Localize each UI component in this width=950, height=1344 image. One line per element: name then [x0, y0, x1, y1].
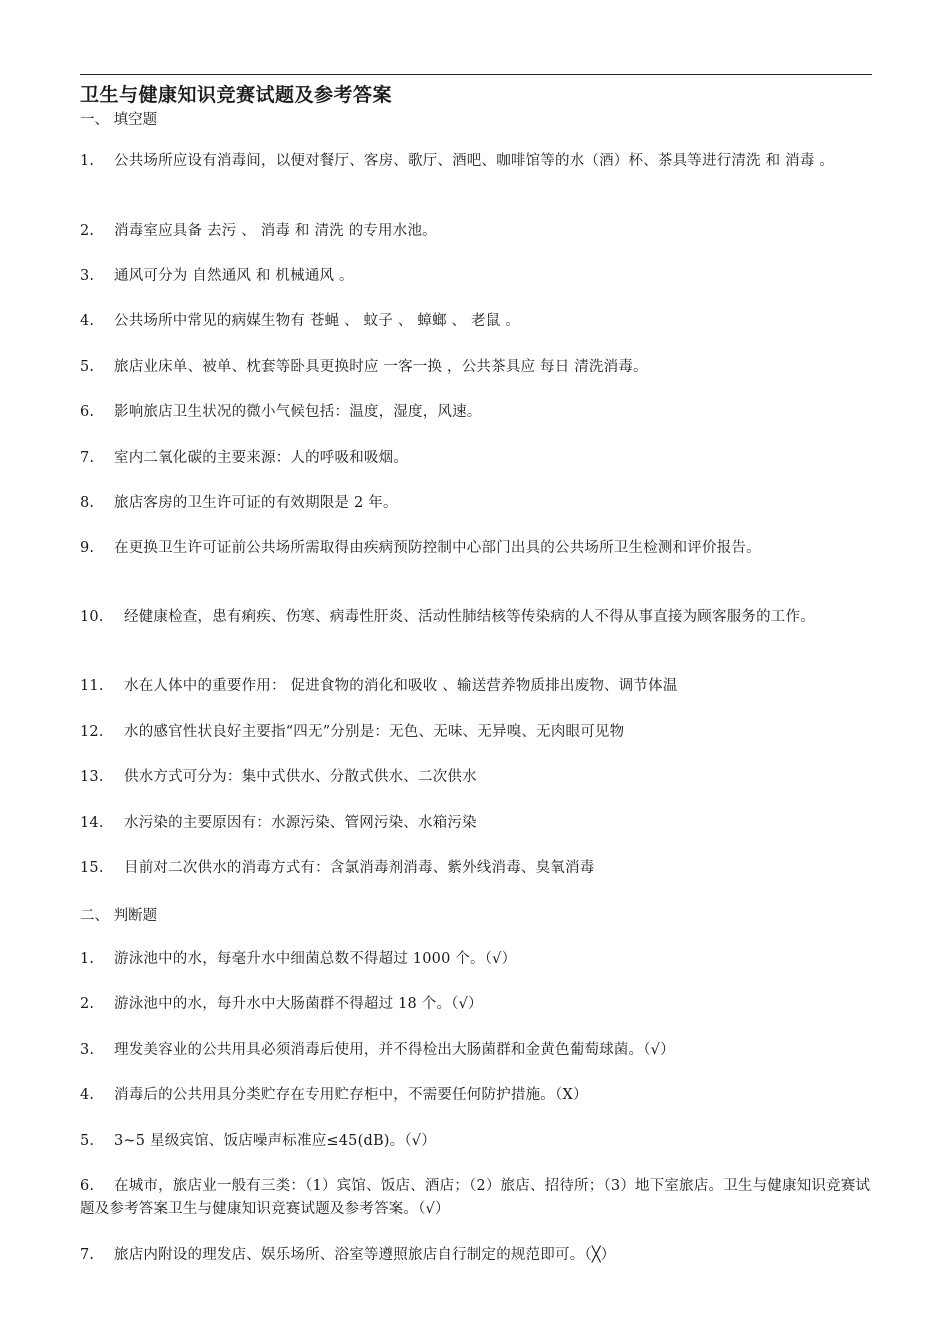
- item-number: 15.: [80, 860, 104, 876]
- item-number: 10.: [80, 609, 104, 625]
- section-heading-true-false: 二、 判断题: [80, 908, 158, 924]
- item-text: 旅店内附设的理发店、娱乐场所、浴室等遵照旅店自行制定的规范即可。（╳）: [114, 1247, 616, 1263]
- item-text: 影响旅店卫生状况的微小气候包括：温度，湿度，风速。: [114, 404, 482, 420]
- item-number: 3.: [80, 1042, 95, 1058]
- item-number: 1.: [80, 951, 95, 967]
- list-item: [80, 606, 872, 629]
- item-number: 12.: [80, 724, 104, 740]
- item-number: 13.: [80, 769, 104, 785]
- list-item: [80, 447, 872, 470]
- list-item: [80, 1244, 872, 1267]
- item-text: 供水方式可分为：集中式供水、分散式供水、二次供水: [124, 769, 477, 785]
- list-item: [80, 537, 872, 560]
- item-number: 2.: [80, 223, 95, 239]
- header-rule: [80, 74, 872, 75]
- item-text: 目前对二次供水的消毒方式有：含氯消毒剂消毒、紫外线消毒、臭氧消毒: [124, 860, 595, 876]
- list-item: [80, 857, 872, 880]
- item-number: 9.: [80, 540, 95, 556]
- list-item: [80, 1175, 872, 1221]
- item-text: 在更换卫生许可证前公共场所需取得由疾病预防控制中心部门出具的公共场所卫生检测和评价报告。: [114, 540, 761, 556]
- item-number: 14.: [80, 815, 104, 831]
- item-number: 6.: [80, 1178, 95, 1194]
- item-text: 消毒室应具备 去污 、 消毒 和 清洗 的专用水池。: [114, 223, 437, 239]
- item-number: 7.: [80, 450, 95, 466]
- list-item: [80, 220, 872, 243]
- list-item: [80, 1084, 872, 1107]
- document-title: 卫生与健康知识竞赛试题及参考答案: [80, 84, 393, 106]
- list-item: [80, 948, 872, 971]
- item-text: 公共场所应设有消毒间，以便对餐厅、客房、歌厅、酒吧、咖啡馆等的水（酒）杯、茶具等进行清洗 和 消毒 。: [114, 153, 835, 169]
- item-text: 水在人体中的重要作用： 促进食物的消化和吸收 、输送营养物质排出废物、调节体温: [124, 678, 678, 694]
- item-number: 4.: [80, 1087, 95, 1103]
- item-text: 消毒后的公共用具分类贮存在专用贮存柜中，不需要任何防护措施。（X）: [114, 1087, 588, 1103]
- item-number: 5.: [80, 1133, 95, 1149]
- list-item: [80, 812, 872, 835]
- item-number: 8.: [80, 495, 95, 511]
- item-number: 5.: [80, 359, 95, 375]
- item-number: 6.: [80, 404, 95, 420]
- list-item: [80, 675, 872, 698]
- list-item: [80, 401, 872, 424]
- list-item: [80, 993, 872, 1016]
- item-text: 游泳池中的水，每毫升水中细菌总数不得超过 1000 个。（√）: [114, 951, 517, 967]
- item-text: 公共场所中常见的病媒生物有 苍蝇 、 蚊子 、 蟑螂 、 老鼠 。: [114, 313, 520, 329]
- item-number: 1.: [80, 153, 95, 169]
- item-text: 水的感官性状良好主要指“四无”分别是：无色、无味、无异嗅、无肉眼可见物: [124, 724, 625, 740]
- section-heading-fill-in: 一、 填空题: [80, 112, 158, 128]
- list-item: [80, 356, 872, 379]
- list-item: [80, 1039, 872, 1062]
- item-text: 理发美容业的公共用具必须消毒后使用，并不得检出大肠菌群和金黄色葡萄球菌。（√）: [114, 1042, 675, 1058]
- list-item: [80, 150, 872, 173]
- item-number: 4.: [80, 313, 95, 329]
- item-text: 水污染的主要原因有：水源污染、管网污染、水箱污染: [124, 815, 477, 831]
- list-item: [80, 265, 872, 288]
- item-text: 经健康检查，患有痢疾、伤寒、病毒性肝炎、活动性肺结核等传染病的人不得从事直接为顾客服务的工作。: [124, 609, 815, 625]
- list-item: [80, 310, 872, 333]
- item-text: 在城市，旅店业一般有三类：（1）宾馆、饭店、酒店；（2）旅店、招待所；（3）地下室旅店。卫生与健康知识竞赛试题及参考答案卫生与健康知识竞赛试题及参考答案。（√）: [80, 1178, 871, 1217]
- item-number: 7.: [80, 1247, 95, 1263]
- list-item: [80, 721, 872, 744]
- item-number: 2.: [80, 996, 95, 1012]
- item-number: 3.: [80, 268, 95, 284]
- item-number: 11.: [80, 678, 104, 694]
- item-text: 旅店业床单、被单、枕套等卧具更换时应 一客一换 ，公共茶具应 每日 清洗消毒。: [114, 359, 648, 375]
- item-text: 3~5 星级宾馆、饭店噪声标准应≤45(dB)。（√）: [114, 1133, 436, 1149]
- item-text: 通风可分为 自然通风 和 机械通风 。: [114, 268, 354, 284]
- list-item: [80, 766, 872, 789]
- item-text: 室内二氧化碳的主要来源：人的呼吸和吸烟。: [114, 450, 408, 466]
- item-text: 旅店客房的卫生许可证的有效期限是 2 年。: [114, 495, 398, 511]
- list-item: [80, 492, 872, 515]
- list-item: [80, 1130, 872, 1153]
- item-text: 游泳池中的水，每升水中大肠菌群不得超过 18 个。（√）: [114, 996, 483, 1012]
